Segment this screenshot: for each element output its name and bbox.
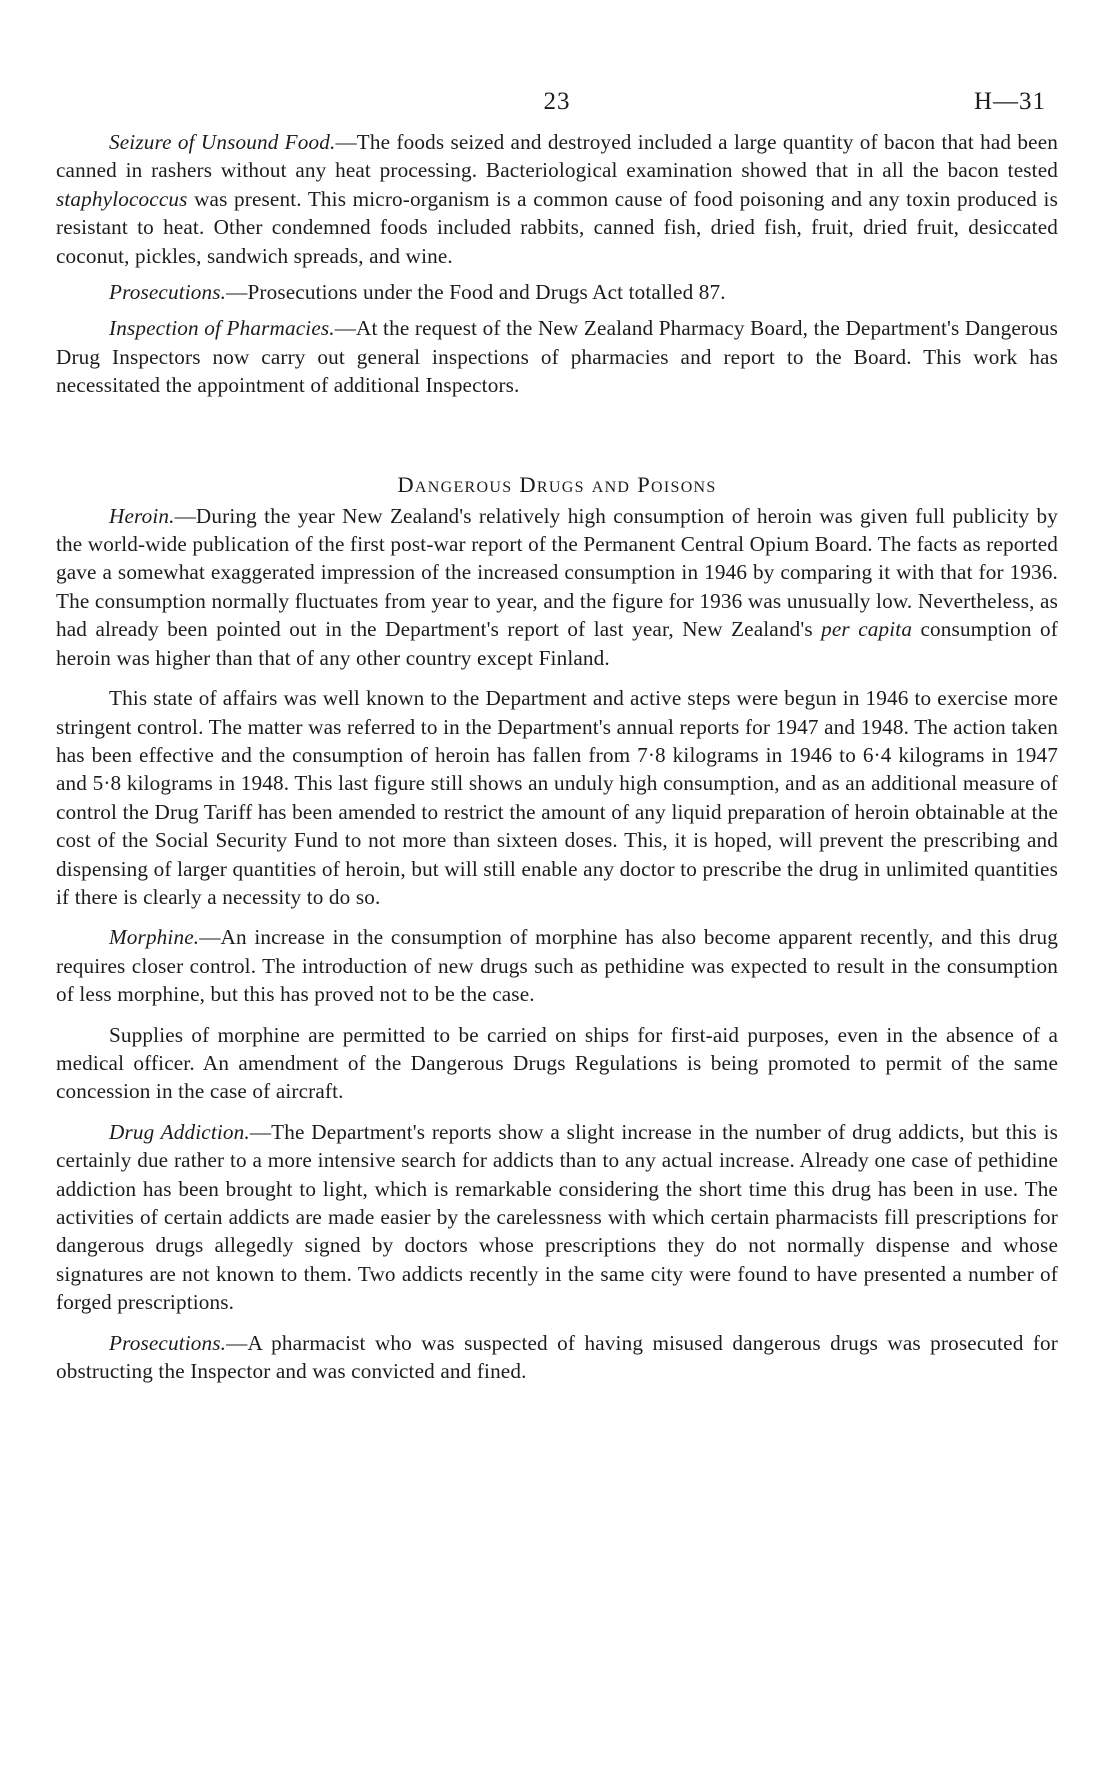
page-number: 23 [543,88,571,115]
paragraph-lead: Drug Addiction. [109,1119,250,1144]
paragraph-morphine-supplies: Supplies of morphine are permitted to be carried on ships for first-aid purposes, even in the absence of a medical officer. An amendment of the Dangerous Drugs Regulations is being promoted to permit of the same concession in the case of aircraft. [56,1022,1058,1104]
paragraph-lead: Inspection of Pharmacies. [109,316,335,341]
paragraph-text: consumption of heroin was higher than that of any other country except Finland. [56,617,1058,670]
paragraph-lead: Seizure of Unsound Food. [109,130,336,154]
italic-term: staphylococcus [56,186,188,211]
document-page [56,88,1058,1385]
paragraph-text: —Prosecutions under the Food and Drugs Act totalled 87. [226,280,726,305]
paragraph-food-prosecutions [56,278,1058,306]
italic-term: per capita [821,617,913,642]
paragraph-lead: Prosecutions. [109,280,227,305]
paragraph-lead: Morphine. [109,925,200,950]
paragraph-seizure-of-unsound-food [56,128,1058,270]
paragraph-lead: Prosecutions. [109,1330,227,1355]
paragraph-heroin [56,502,1058,672]
report-code: H—31 [973,88,1046,115]
section-heading: Dangerous Drugs and Poisons [397,471,717,497]
paragraph-drug-addiction [56,1118,1058,1317]
paragraph-heroin-control: This state of affairs was well known to the Department and active steps were begun in 1946 to exercise more stringent control. The matter was referred to in the Department's annual reports for 1947 and 1948. The action taken has been effective and the consumption of heroin has fallen from 7·8 kilograms in 1946 to 6·4 kilograms in 1947 and 5·8 kilograms in 1948. This last figure still shows an unduly high consumption, and as an additional measure of control the Drug Tariff has been amended to restrict the amount of any liquid preparation of heroin obtainable at the cost of the Social Security Fund to not more than sixteen doses. This, it is hoped, will prevent the prescribing and dispensing of larger quantities of heroin, but will still enable any doctor to prescribe the drug in unlimited quantities if there is clearly a necessity to do so. [56,686,1058,909]
page-header [56,88,1058,128]
paragraph-text: —An increase in the consumption of morphine has also become apparent recently, and this drug requires closer control. The introduction of new drugs such as pethidine was expected to result in the consumption of less morphine, but this has proved not to be the case. [56,925,1058,1007]
paragraph-inspection-of-pharmacies [56,314,1058,399]
paragraph-text: —During the year New Zealand's relatively high consumption of heroin was given full publicity by the world-wide publication of the first post-war report of the Permanent Central Opium Board. The facts as reported gave a somewhat exaggerated impression of the increased consumption in 1946 by comparing it with that for 1936. The consumption normally fluctuates from year to year, and the figure for 1936 was unusually low. Nevertheless, as had already been pointed out in the Department's report of last year, New Zealand's [56,503,1058,642]
paragraph-text: —A pharmacist who was suspected of having misused dangerous drugs was prosecuted for obstructing the Inspector and was convicted and fined. [56,1330,1058,1384]
paragraph-morphine [56,923,1058,1008]
paragraph-lead: Heroin. [109,503,175,528]
paragraph-drug-prosecutions [56,1329,1058,1386]
paragraph-text: —At the request of the New Zealand Pharmacy Board, the Department's Dangerous Drug Inspectors now carry out general inspections of pharmacies and report to the Board. This work has necessitated the appointment of additional Inspectors. [56,316,1058,398]
paragraph-text: —The foods seized and destroyed included a large quantity of bacon that had been canned in rashers without any heat processing. Bacteriological examination showed that in all the bacon tested [56,130,1058,183]
paragraph-text: —The Department's reports show a slight increase in the number of drug addicts, but this is certainly due rather to a more intensive search for addicts than to any actual increase. Already one case of pethidine addiction has been brought to light, which is remarkable considering the short time this drug has been in use. The activities of certain addicts are made easier by the carelessness with which certain pharmacists fill prescriptions for dangerous drugs allegedly signed by doctors whose prescriptions they do not normally dispense and whose signatures are not known to them. Two addicts recently in the same city were found to have presented a number of forged prescriptions. [56,1119,1058,1315]
paragraph-text: was present. This micro-organism is a common cause of food poisoning and any toxin produced is resistant to heat. Other condemned foods included rabbits, canned fish, dried fish, fruit, dried fruit, desiccated coconut, pickles, sandwich spreads, and wine. [56,186,1058,268]
